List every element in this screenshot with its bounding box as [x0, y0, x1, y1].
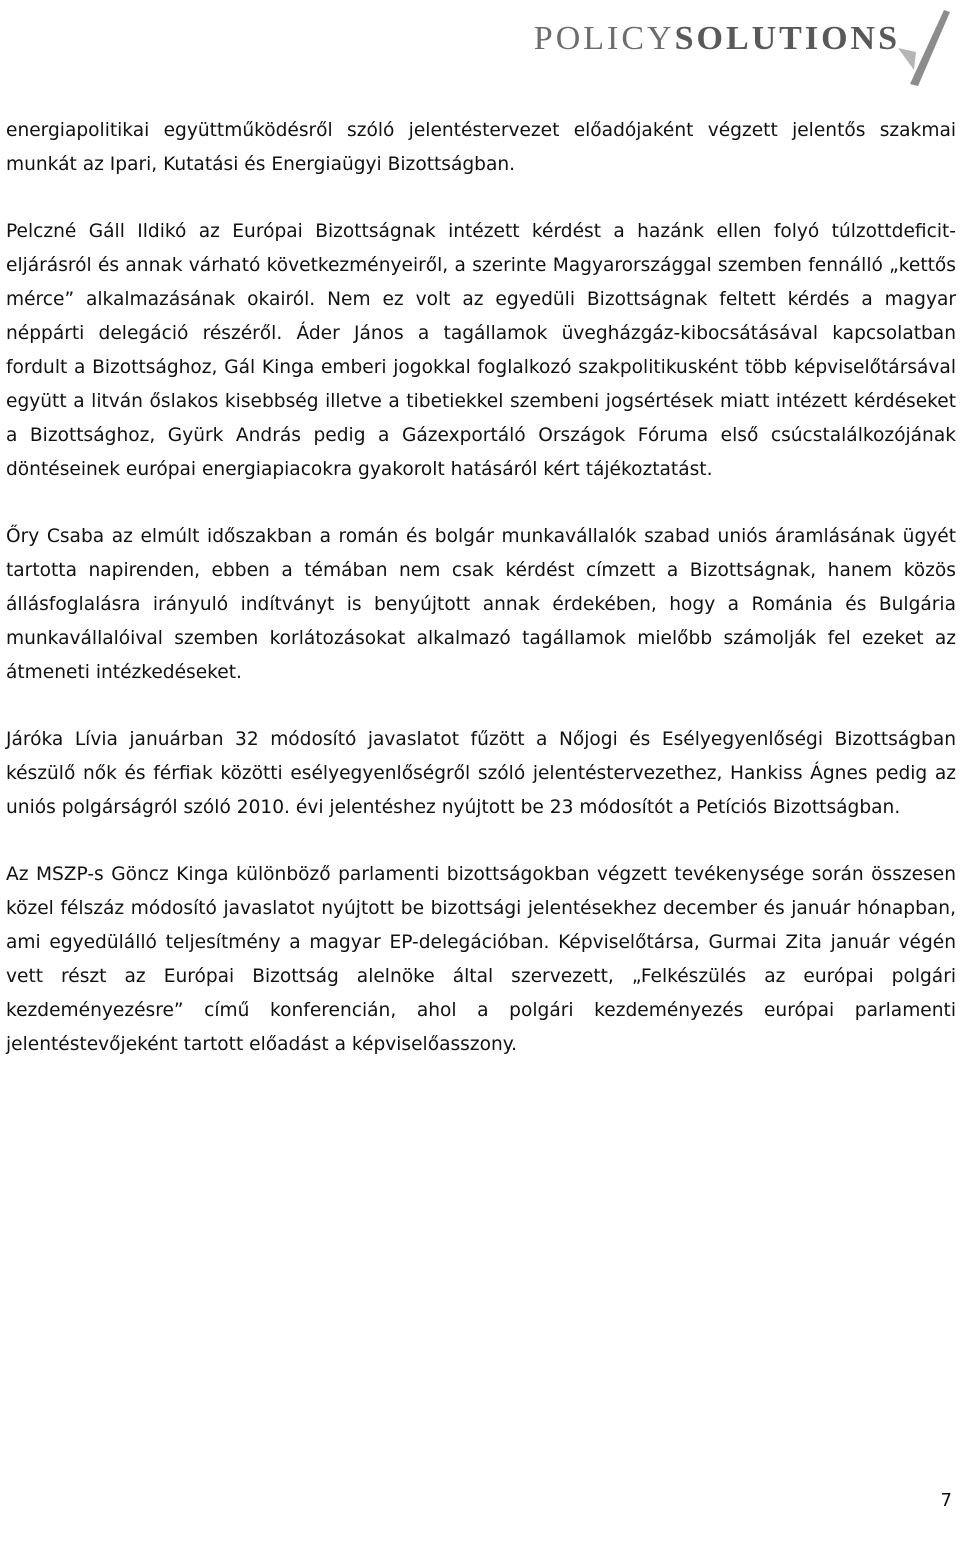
page-number: 7: [940, 1490, 952, 1511]
paragraph-5: Az MSZP-s Göncz Kinga különböző parlamenti bizottságokban végzett tevékenysége során összesen közel félszáz módosító javaslatot nyújtott be bizottsági jelentésekhez december és január hónapban, ami egyedülálló teljesítmény a magyar EP-delegációban. Képviselőtársa, Gurmai Zita január végén vett részt az Európai Bizottság alelnöke által szervezett, „Felkészülés az európai polgári kezdeményezésre” című konferencián, ahol a polgári kezdeményezés európai parlamenti jelentéstevőjeként tartott előadást a képviselőasszony.: [6, 864, 956, 1055]
paragraph-4: Járóka Lívia januárban 32 módosító javaslatot fűzött a Nőjogi és Esélyegyenlőségi Bizottságban készülő nők és férfiak közötti esélyegyenlőségről szóló jelentéstervezethez, Hankiss Ágnes pedig az uniós polgárságról szóló 2010. évi jelentéshez nyújtott be 23 módosítót a Petíciós Bizottságban.: [6, 729, 956, 818]
paragraph-1: energiapolitikai együttműködésről szóló jelentéstervezet előadójaként végzett jelentős szakmai munkát az Ipari, Kutatási és Energiaügyi Bizottságban.: [6, 120, 956, 175]
paragraph-2: Pelczné Gáll Ildikó az Európai Bizottságnak intézett kérdést a hazánk ellen folyó túlzottdeficit-eljárásról és annak várható következményeiről, a szerinte Magyarországgal szemben fennálló „kettős mérce” alkalmazásának okairól. Nem ez volt az egyedüli Bizottságnak feltett kérdés a magyar néppárti delegáció részéről. Áder János a tagállamok üvegházgáz-kibocsátásával kapcsolatban fordult a Bizottsághoz, Gál Kinga emberi jogokkal foglalkozó szakpolitikusként több képviselőtársával együtt a litván őslakos kisebbség illetve a tibetiekkel szembeni jogsértések miatt intézett kérdéseket a Bizottsághoz, Gyürk András pedig a Gázexportáló Országok Fóruma első csúcstalálkozójának döntéseinek európai energiapiacokra gyakorolt hatásáról kért tájékoztatást.: [6, 221, 956, 480]
logo-wordmark: [534, 20, 900, 58]
logo-swoosh-icon: [894, 8, 952, 88]
paragraph-3: Őry Csaba az elmúlt időszakban a román és bolgár munkavállalók szabad uniós áramlásának ügyét tartotta napirenden, ebben a témában nem csak kérdést címzett a Bizottságnak, hanem közös állásfoglalásra irányuló indítványt is benyújtott annak érdekében, hogy a Románia és Bulgária munkavállalóival szemben korlátozásokat alkalmazó tagállamok mielőbb számolják fel ezeket az átmeneti intézkedéseket.: [6, 526, 956, 683]
logo-word-policy: POLICY: [533, 20, 675, 57]
policysolutions-logo: [534, 8, 952, 88]
document-body: [6, 114, 956, 1095]
logo-word-solutions: SOLUTIONS: [674, 20, 900, 57]
